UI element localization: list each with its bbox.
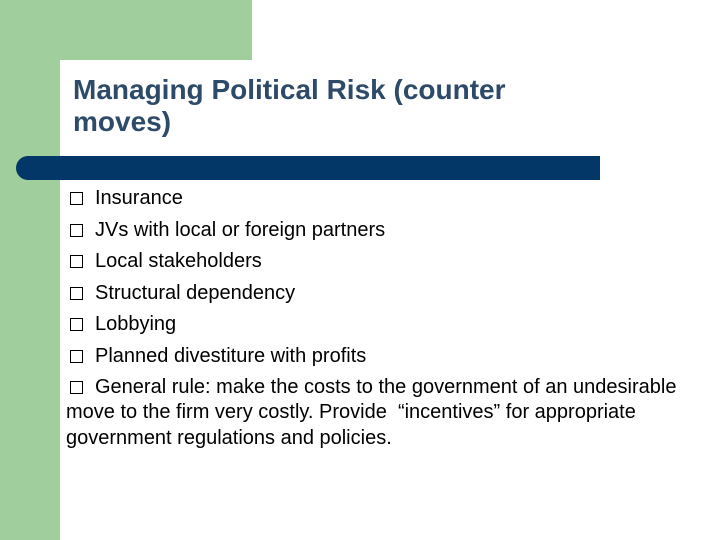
bullet-text: JVs with local or foreign partners [95, 218, 386, 241]
checkbox-icon [70, 224, 83, 237]
checkbox-icon [70, 192, 83, 205]
bullet-item [66, 278, 706, 310]
checkbox-icon [70, 287, 83, 300]
slide-title [73, 74, 633, 138]
bullet-item [66, 309, 706, 341]
checkbox-icon [70, 255, 83, 268]
checkbox-icon [70, 350, 83, 363]
bullet-text: Insurance [95, 187, 183, 209]
bullet-text: General rule: make the costs to the government of an undesirable move to the firm very costly. Provide “incentives” for appropriate government regulations and policies. [66, 375, 677, 449]
slide-title-line2: moves) [73, 106, 172, 137]
bullet-item-general-rule [66, 375, 706, 452]
bullet-item [66, 215, 706, 247]
bullet-text: Lobbying [95, 313, 177, 336]
bullet-text: Planned divestiture with profits [95, 344, 367, 367]
checkbox-icon [70, 318, 83, 331]
bullet-item [66, 183, 706, 215]
green-top-accent [0, 0, 252, 60]
green-side-accent [0, 0, 60, 540]
title-divider-bar [16, 156, 600, 180]
bullet-item [66, 246, 706, 278]
slide-title-line1: Managing Political Risk (counter [73, 74, 506, 105]
checkbox-icon [70, 381, 83, 394]
bullet-list [66, 183, 706, 451]
bullet-text: Local stakeholders [95, 250, 262, 273]
bullet-item [66, 341, 706, 373]
bullet-text: Structural dependency [95, 281, 296, 304]
